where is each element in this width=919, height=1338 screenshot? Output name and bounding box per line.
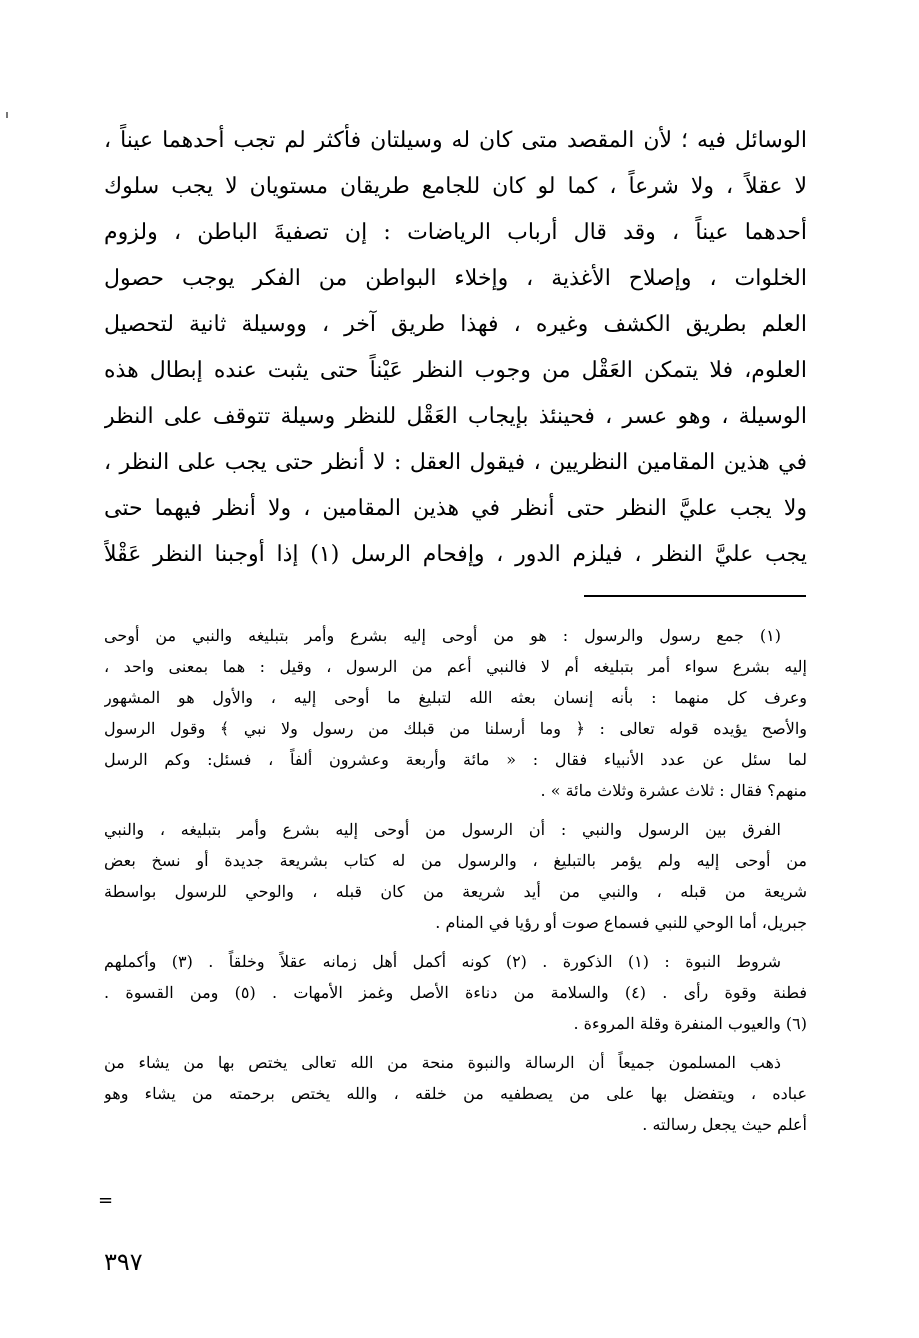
footnote-line: (١) جمع رسول والرسول : هو من أوحى إليه بشرع وأمر بتبليغه والنبي من أوحى bbox=[104, 626, 781, 645]
footnote-line: (٦) والعيوب المنفرة وقلة المروءة . bbox=[573, 1014, 807, 1033]
footnote-line: لما سئل عن عدد الأنبياء فقال : « مائة وأربعة وعشرون ألفاً ، فسئل: وكم الرسل bbox=[104, 750, 807, 769]
footnote-line: منهم؟ فقال : ثلاث عشرة وثلاث مائة » . bbox=[540, 781, 807, 800]
footnote-line: الفرق بين الرسول والنبي : أن الرسول من أوحى إليه بشرع وأمر بتبليغه ، والنبي bbox=[104, 820, 781, 839]
margin-mark bbox=[6, 112, 8, 118]
footnote-paragraph bbox=[104, 620, 807, 806]
main-text-line: ولا يجب عليَّ النظر حتى أنظر في هذين المقامين ، ولا أنظر فيهما حتى bbox=[104, 496, 807, 521]
continuation-mark: = bbox=[98, 1190, 114, 1211]
footnote-line: وعرف كل منهما : بأنه إنسان بعثه الله لتبليغ ما أوحى إليه ، والأول هو المشهور bbox=[104, 688, 807, 707]
page-number: ٣٩٧ bbox=[104, 1248, 143, 1276]
main-text bbox=[104, 118, 807, 578]
footnote-line: إليه بشرع سواء أمر بتبليغه أم لا فالنبي أعم من الرسول ، وقيل : هما بمعنى واحد ، bbox=[104, 657, 807, 676]
footnote-line: ذهب المسلمون جميعاً أن الرسالة والنبوة منحة من الله تعالى يختص بها من يشاء من bbox=[104, 1053, 781, 1072]
main-text-line: الوسيلة ، وهو عسر ، فحينئذ بإيجاب العَقْل للنظر وسيلة تتوقف على النظر bbox=[104, 404, 807, 429]
main-text-line: في هذين المقامين النظريين ، فيقول العقل : لا أنظر حتى يجب على النظر ، bbox=[104, 450, 807, 475]
footnote-line: فطنة وقوة رأى . (٤) والسلامة من دناءة الأصل وغمز الأمهات . (٥) ومن القسوة . bbox=[104, 983, 807, 1002]
main-text-line: الخلوات ، وإصلاح الأغذية ، وإخلاء البواطن من الفكر يوجب حصول bbox=[104, 266, 807, 291]
footnote-line: شروط النبوة : (١) الذكورة . (٢) كونه أكمل أهل زمانه عقلاً وخلقاً . (٣) وأكملهم bbox=[104, 952, 782, 971]
main-text-line: العلوم، فلا يتمكن العَقْل من وجوب النظر عَيْناً حتى يثبت عنده إبطال هذه bbox=[104, 358, 807, 383]
footnote-line: أعلم حيث يجعل رسالته . bbox=[642, 1115, 807, 1134]
footnote-line: والأصح يؤيده قوله تعالى : ﴿ وما أرسلنا من قبلك من رسول ولا نبي ﴾ وقول الرسول bbox=[104, 719, 807, 738]
footnote-line: من أوحى إليه ولم يؤمر بالتبليغ ، والرسول من له كتاب بشريعة جديدة أو نسخ بعض bbox=[104, 851, 807, 870]
footnote-line: جبريل، أما الوحي للنبي فسماع صوت أو رؤيا في المنام . bbox=[435, 913, 807, 932]
footnote-line: عباده ، ويتفضل بها على من يصطفيه من خلقه ، والله يختص برحمته من يشاء وهو bbox=[104, 1084, 807, 1103]
main-text-line: أحدهما عيناً ، وقد قال أرباب الرياضات : إن تصفيةَ الباطن ، ولزوم bbox=[104, 220, 807, 245]
main-text-line: لا عقلاً ، ولا شرعاً ، كما لو كان للجامع طريقان مستويان لا يجب سلوك bbox=[104, 174, 807, 199]
footnotes bbox=[104, 620, 807, 1148]
footnote-separator bbox=[584, 595, 806, 597]
main-text-line: الوسائل فيه ؛ لأن المقصد متى كان له وسيلتان فأكثر لم تجب أحدهما عيناً ، bbox=[104, 128, 807, 153]
footnote-line: شريعة من قبله ، والنبي من أيد شريعة من كان قبله ، والوحي للرسول بواسطة bbox=[104, 882, 807, 901]
main-text-line: يجب عليَّ النظر ، فيلزم الدور ، وإفحام الرسل (١) إذا أوجبنا النظر عَقْلاً bbox=[104, 542, 807, 567]
footnote-paragraph bbox=[104, 814, 807, 938]
footnote-paragraph bbox=[104, 946, 807, 1039]
main-text-line: العلم بطريق الكشف وغيره ، فهذا طريق آخر ، ووسيلة ثانية لتحصيل bbox=[104, 312, 807, 337]
footnote-paragraph bbox=[104, 1047, 807, 1140]
